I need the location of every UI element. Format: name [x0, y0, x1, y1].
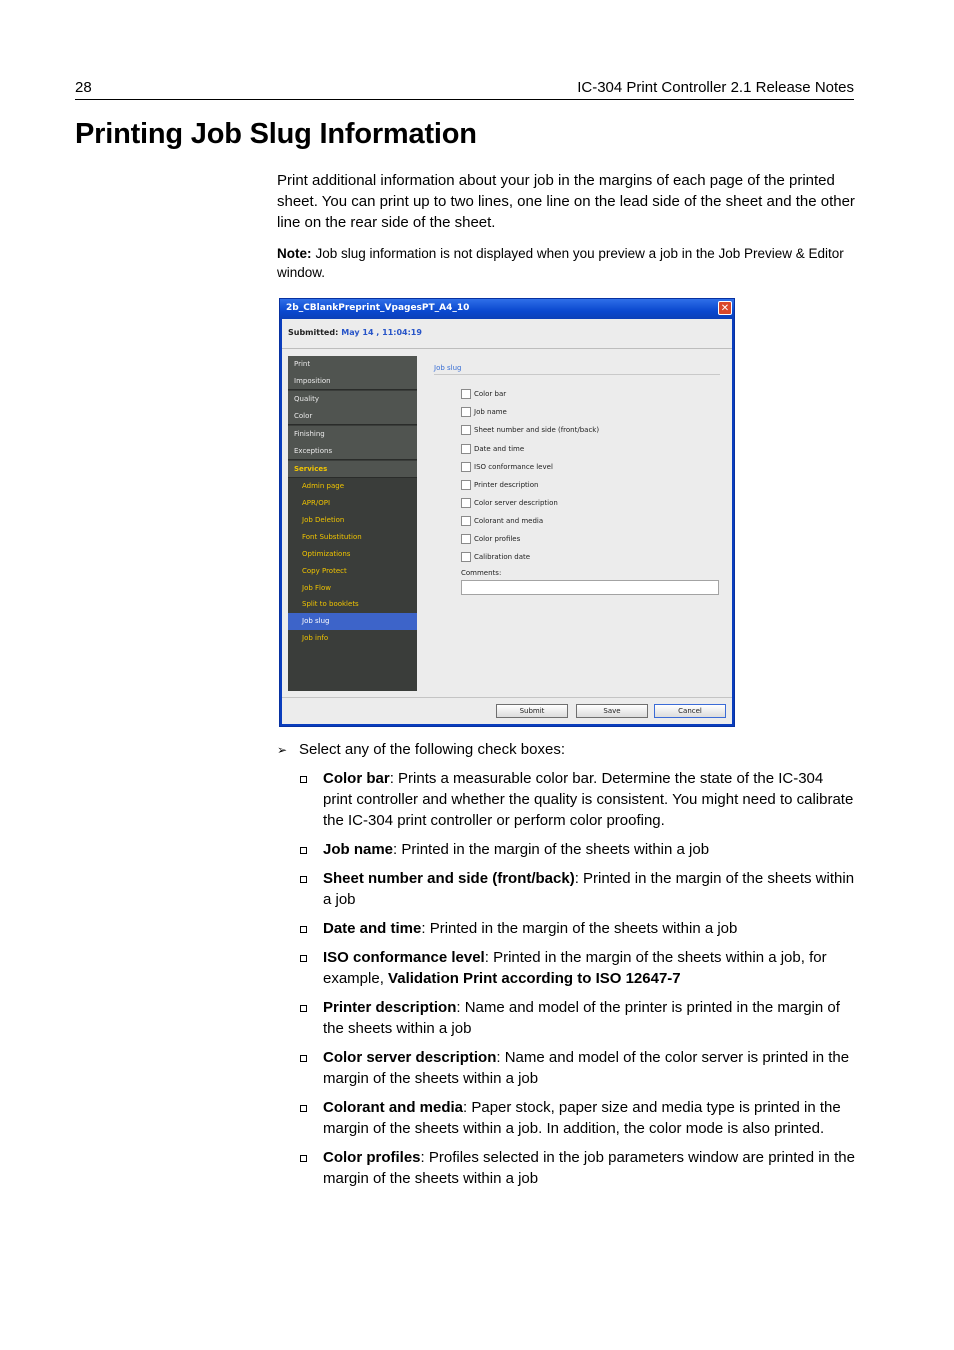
- item-text: : Prints a measurable color bar. Determine the state of the IC-304 print controller and whether the quality is consistent. You might need to calibrate the IC-304 print controller or perform color proofing.: [323, 770, 854, 829]
- item-term: Color server description: [323, 1049, 497, 1066]
- checkbox-job-name[interactable]: [461, 407, 507, 419]
- page-number: 28: [75, 79, 92, 96]
- checkbox-box[interactable]: [461, 516, 471, 526]
- nav-item-job-flow[interactable]: Job Flow: [302, 584, 331, 592]
- item-text: : Printed in the margin of the sheets within a job: [393, 841, 710, 858]
- note-paragraph: [277, 244, 857, 282]
- item-term: Color bar: [323, 770, 390, 787]
- submitted-label: Submitted:: [288, 328, 339, 337]
- item-term: Color profiles: [323, 1149, 421, 1166]
- square-bullet-icon: [300, 776, 307, 783]
- dialog-title: 2b_CBlankPreprint_VpagesPT_A4_10: [286, 303, 470, 313]
- button-bar-divider: [282, 697, 732, 698]
- note-text: Job slug information is not displayed when you preview a job in the Job Preview & Editor window.: [277, 246, 844, 280]
- list-item: [300, 918, 856, 939]
- checkbox-label: Color profiles: [474, 535, 521, 543]
- nav-item-split-to-booklets[interactable]: Split to booklets: [302, 600, 359, 608]
- close-icon[interactable]: ✕: [718, 301, 732, 315]
- item-term: Job name: [323, 841, 394, 858]
- checkbox-box[interactable]: [461, 425, 471, 435]
- list-item: [300, 1147, 856, 1189]
- checkbox-label: Date and time: [474, 445, 525, 453]
- square-bullet-icon: [300, 1055, 307, 1062]
- nav-item-apr-opi[interactable]: APR/OPI: [302, 499, 331, 507]
- checkbox-date-time[interactable]: [461, 444, 524, 456]
- list-item: [300, 947, 856, 989]
- page-header: [75, 78, 854, 100]
- instruction-step: [277, 739, 565, 761]
- checkbox-box[interactable]: [461, 498, 471, 508]
- checkbox-box[interactable]: [461, 462, 471, 472]
- checkbox-box[interactable]: [461, 534, 471, 544]
- checkbox-sheet-number[interactable]: [461, 425, 599, 437]
- section-heading: Printing Job Slug Information: [75, 118, 477, 150]
- note-label: Note:: [277, 246, 312, 261]
- nav-item-finishing[interactable]: Finishing: [288, 426, 417, 443]
- checkbox-calibration-date[interactable]: [461, 552, 530, 564]
- nav-item-exceptions[interactable]: Exceptions: [288, 443, 417, 460]
- checkbox-color-profiles[interactable]: [461, 534, 520, 546]
- instruction-text: Select any of the following check boxes:: [299, 741, 565, 758]
- list-item: [300, 868, 856, 910]
- comments-field[interactable]: [461, 580, 719, 595]
- divider: [282, 348, 732, 349]
- nav-item-imposition[interactable]: Imposition: [288, 373, 417, 390]
- square-bullet-icon: [300, 876, 307, 883]
- list-item: [300, 768, 856, 831]
- checkbox-label: Printer description: [474, 481, 539, 489]
- comments-label: Comments:: [461, 569, 502, 577]
- nav-item-font-substitution[interactable]: Font Substitution: [302, 533, 362, 541]
- save-button[interactable]: Save: [576, 704, 648, 718]
- checkbox-iso-conformance[interactable]: [461, 462, 553, 474]
- nav-item-color[interactable]: Color: [288, 408, 417, 425]
- nav-item-quality[interactable]: Quality: [288, 391, 417, 408]
- dialog-body: [282, 319, 732, 724]
- item-text: : Printed in the margin of the sheets within a job, for example,: [323, 949, 827, 987]
- checkbox-color-bar[interactable]: [461, 389, 506, 401]
- square-bullet-icon: [300, 1155, 307, 1162]
- item-text: : Profiles selected in the job parameters window are printed in the margin of the sheets within a job: [323, 1149, 855, 1187]
- section-title: Job slug: [434, 364, 462, 372]
- arrow-bullet-icon: ➢: [277, 743, 288, 757]
- submitted-value: May 14 , 11:04:19: [341, 328, 422, 337]
- dialog-title-bar[interactable]: [280, 299, 734, 319]
- nav-item-copy-protect[interactable]: Copy Protect: [302, 567, 347, 575]
- checkbox-box[interactable]: [461, 407, 471, 417]
- checkbox-label: Job name: [474, 408, 507, 416]
- item-text: : Paper stock, paper size and media type is printed in the margin of the sheets within a job. In addition, the color mode is also printed.: [323, 1099, 841, 1137]
- checkbox-colorant-media[interactable]: [461, 516, 543, 528]
- item-text: : Name and model of the color server is printed in the margin of the sheets within a job: [323, 1049, 850, 1087]
- checkbox-box[interactable]: [461, 389, 471, 399]
- square-bullet-icon: [300, 847, 307, 854]
- item-term: Date and time: [323, 920, 422, 937]
- item-text: : Printed in the margin of the sheets within a job: [421, 920, 738, 937]
- job-parameters-dialog: [279, 298, 735, 727]
- checkbox-color-server-description[interactable]: [461, 498, 558, 510]
- checkbox-label: Sheet number and side (front/back): [474, 426, 600, 434]
- list-item: [300, 1047, 856, 1089]
- option-list: [300, 768, 856, 1197]
- item-term: Colorant and media: [323, 1099, 464, 1116]
- nav-item-print[interactable]: Print: [288, 356, 417, 373]
- checkbox-printer-description[interactable]: [461, 480, 538, 492]
- cancel-button[interactable]: Cancel: [654, 704, 726, 718]
- nav-item-optimizations[interactable]: Optimizations: [302, 550, 351, 558]
- nav-item-job-slug[interactable]: Job slug: [288, 613, 417, 630]
- checkbox-label: ISO conformance level: [474, 463, 553, 471]
- checkbox-box[interactable]: [461, 444, 471, 454]
- square-bullet-icon: [300, 955, 307, 962]
- parameters-nav: [288, 356, 417, 691]
- square-bullet-icon: [300, 926, 307, 933]
- square-bullet-icon: [300, 1005, 307, 1012]
- item-term: Printer description: [323, 999, 457, 1016]
- checkbox-label: Colorant and media: [474, 517, 544, 525]
- nav-item-job-deletion[interactable]: Job Deletion: [302, 516, 345, 524]
- list-item: [300, 997, 856, 1039]
- checkbox-label: Calibration date: [474, 553, 531, 561]
- document-title: IC-304 Print Controller 2.1 Release Notes: [577, 79, 854, 96]
- nav-item-admin-page[interactable]: Admin page: [302, 482, 345, 490]
- submitted-info: [288, 328, 422, 337]
- item-example: Validation Print according to ISO 12647-7: [388, 970, 681, 987]
- list-item: [300, 839, 856, 860]
- item-text: : Printed in the margin of the sheets within a job: [323, 870, 855, 908]
- checkbox-label: Color bar: [474, 390, 507, 398]
- item-text: : Name and model of the printer is printed in the margin of the sheets within a job: [323, 999, 840, 1037]
- section-divider: [434, 374, 720, 375]
- intro-paragraph: Print additional information about your job in the margins of each page of the printed sheet. You can print up to two lines, one line on the lead side of the sheet and the other line on the rear side of the sheet.: [277, 172, 855, 231]
- checkbox-box[interactable]: [461, 480, 471, 490]
- item-term: ISO conformance level: [323, 949, 485, 966]
- checkbox-label: Color server description: [474, 499, 558, 507]
- nav-item-job-info[interactable]: Job info: [302, 634, 329, 642]
- nav-item-services[interactable]: Services: [288, 461, 417, 478]
- item-term: Sheet number and side (front/back): [323, 870, 575, 887]
- checkbox-box[interactable]: [461, 552, 471, 562]
- square-bullet-icon: [300, 1105, 307, 1112]
- list-item: [300, 1097, 856, 1139]
- submit-button[interactable]: Submit: [496, 704, 568, 718]
